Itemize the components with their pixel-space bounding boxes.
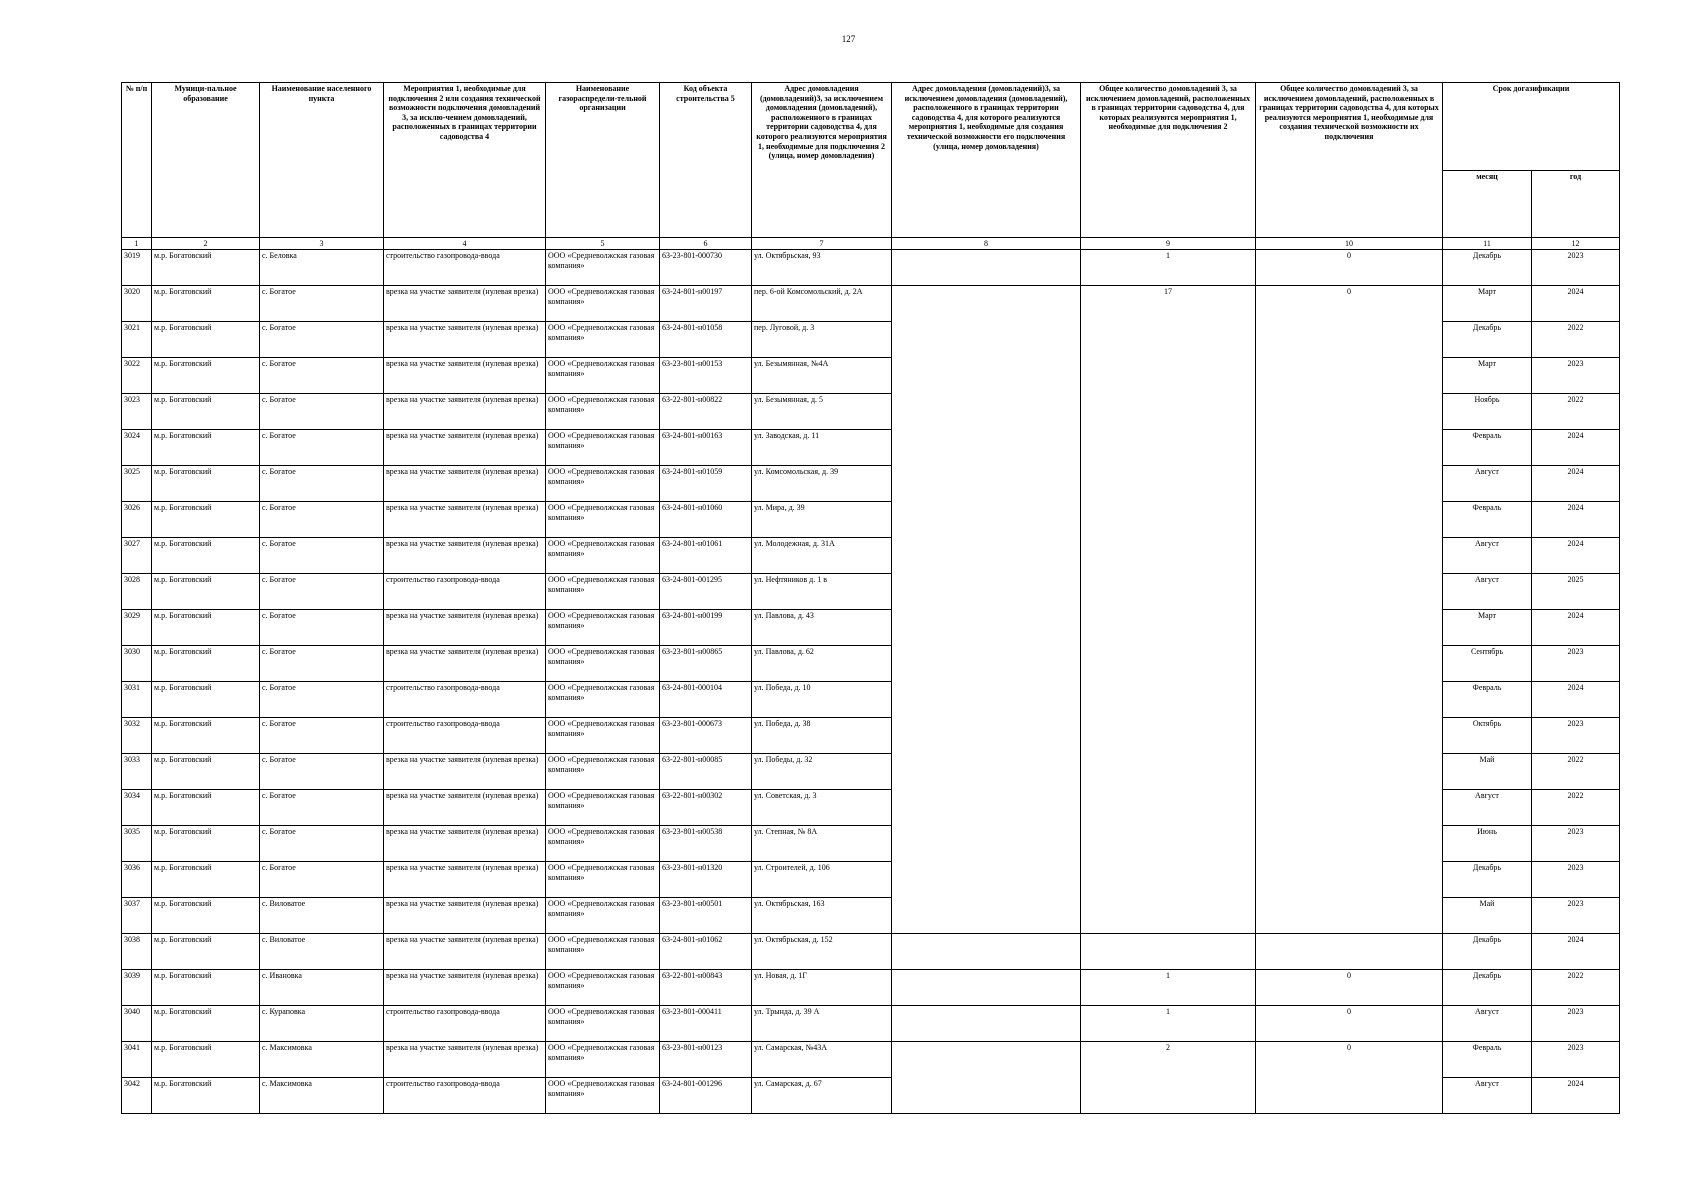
- table-row: [122, 934, 1620, 970]
- row-number-cell: 3031: [122, 682, 152, 718]
- municipality-cell: м.р. Богатовский: [152, 610, 260, 646]
- object-code-cell: 63-22-801-н00085: [660, 754, 752, 790]
- settlement-cell: с. Богатое: [260, 502, 384, 538]
- settlement-cell: с. Ивановка: [260, 970, 384, 1006]
- header-count-technical: Общее количество домовладений 3, за исключением домовладений, расположенных в границах территории садоводства 4, для которых реализуются мероприятия 1, необходимые для создания технической возможности их подключения: [1256, 83, 1443, 238]
- organization-cell: ООО «Средневолжская газовая компания»: [546, 898, 660, 934]
- organization-cell: ООО «Средневолжская газовая компания»: [546, 322, 660, 358]
- column-number: 6: [660, 238, 752, 250]
- settlement-cell: с. Богатое: [260, 682, 384, 718]
- row-number-cell: 3028: [122, 574, 152, 610]
- address-cell: ул. Октябрьская, д. 152: [752, 934, 892, 970]
- month-cell: Август: [1443, 790, 1532, 826]
- table-body: [122, 250, 1620, 1114]
- measure-cell: врезка на участке заявителя (нулевая врезка): [384, 754, 546, 790]
- municipality-cell: м.р. Богатовский: [152, 358, 260, 394]
- month-cell: Декабрь: [1443, 322, 1532, 358]
- header-address-technical: Адрес домовладения (домовладений)3, за исключением домовладения (домовладений), расположенного в границах территории садоводства 4, для которого реализуются мероприятия 1, необходимые для создания технической возможности его подключения (улица, номер домовладения): [892, 83, 1081, 238]
- month-cell: Сентябрь: [1443, 646, 1532, 682]
- column-number: 9: [1081, 238, 1256, 250]
- settlement-cell: с. Максимовка: [260, 1042, 384, 1078]
- settlement-cell: с. Максимовка: [260, 1078, 384, 1114]
- object-code-cell: 63-23-801-000730: [660, 250, 752, 286]
- organization-cell: ООО «Средневолжская газовая компания»: [546, 466, 660, 502]
- row-number-cell: 3029: [122, 610, 152, 646]
- row-number-cell: 3027: [122, 538, 152, 574]
- settlement-cell: с. Богатое: [260, 466, 384, 502]
- object-code-cell: 63-22-801-н00822: [660, 394, 752, 430]
- organization-cell: ООО «Средневолжская газовая компания»: [546, 430, 660, 466]
- month-cell: Декабрь: [1443, 862, 1532, 898]
- object-code-cell: 63-24-801-001295: [660, 574, 752, 610]
- header-address-connection: Адрес домовладения (домовладений)3, за исключением домовладения (домовладений), расположенного в границах территории садоводства 4, для которого реализуются мероприятия 1, необходимые для подключения 2 (улица, номер домовладения): [752, 83, 892, 238]
- address-technical-cell: [892, 934, 1081, 970]
- organization-cell: ООО «Средневолжская газовая компания»: [546, 862, 660, 898]
- header-object-code: Код объекта строительства 5: [660, 83, 752, 238]
- column-number: 11: [1443, 238, 1532, 250]
- month-cell: Август: [1443, 574, 1532, 610]
- settlement-cell: с. Богатое: [260, 610, 384, 646]
- measure-cell: врезка на участке заявителя (нулевая врезка): [384, 358, 546, 394]
- year-cell: 2022: [1532, 754, 1620, 790]
- year-cell: 2022: [1532, 790, 1620, 826]
- measure-cell: врезка на участке заявителя (нулевая врезка): [384, 430, 546, 466]
- organization-cell: ООО «Средневолжская газовая компания»: [546, 1078, 660, 1114]
- year-cell: 2024: [1532, 610, 1620, 646]
- header-count-connection: Общее количество домовладений 3, за исключением домовладений, расположенных в границах территории садоводства 4, для которых реализуются мероприятия 1, необходимые для подключения 2: [1081, 83, 1256, 238]
- count-connection-cell: 17: [1081, 286, 1256, 934]
- address-cell: ул. Самарская, д. 67: [752, 1078, 892, 1114]
- count-connection-cell: 1: [1081, 1006, 1256, 1042]
- row-number-cell: 3024: [122, 430, 152, 466]
- year-cell: 2024: [1532, 934, 1620, 970]
- organization-cell: ООО «Средневолжская газовая компания»: [546, 826, 660, 862]
- month-cell: Февраль: [1443, 430, 1532, 466]
- municipality-cell: м.р. Богатовский: [152, 826, 260, 862]
- address-cell: ул. Строителей, д. 106: [752, 862, 892, 898]
- address-cell: ул. Павлова, д. 62: [752, 646, 892, 682]
- address-technical-cell: [892, 250, 1081, 286]
- municipality-cell: м.р. Богатовский: [152, 250, 260, 286]
- row-number-cell: 3032: [122, 718, 152, 754]
- address-cell: ул. Новая, д. 1Г: [752, 970, 892, 1006]
- measure-cell: врезка на участке заявителя (нулевая врезка): [384, 610, 546, 646]
- measure-cell: врезка на участке заявителя (нулевая врезка): [384, 502, 546, 538]
- table-row: [122, 1042, 1620, 1078]
- object-code-cell: 63-24-801-н00199: [660, 610, 752, 646]
- column-number-row: [122, 238, 1620, 250]
- measure-cell: строительство газопровода-ввода: [384, 250, 546, 286]
- row-number-cell: 3023: [122, 394, 152, 430]
- row-number-cell: 3026: [122, 502, 152, 538]
- address-cell: пер. 6-ой Комсомольский, д. 2А: [752, 286, 892, 322]
- object-code-cell: 63-23-801-н01320: [660, 862, 752, 898]
- month-cell: Март: [1443, 610, 1532, 646]
- measure-cell: строительство газопровода-ввода: [384, 574, 546, 610]
- settlement-cell: с. Богатое: [260, 826, 384, 862]
- table-row: [122, 970, 1620, 1006]
- month-cell: Октябрь: [1443, 718, 1532, 754]
- row-number-cell: 3038: [122, 934, 152, 970]
- measure-cell: врезка на участке заявителя (нулевая врезка): [384, 466, 546, 502]
- month-cell: Май: [1443, 754, 1532, 790]
- municipality-cell: м.р. Богатовский: [152, 502, 260, 538]
- month-cell: Август: [1443, 466, 1532, 502]
- address-cell: ул. Трында, д. 39 А: [752, 1006, 892, 1042]
- settlement-cell: с. Богатое: [260, 754, 384, 790]
- year-cell: 2024: [1532, 502, 1620, 538]
- municipality-cell: м.р. Богатовский: [152, 322, 260, 358]
- settlement-cell: с. Виловатое: [260, 934, 384, 970]
- header-number: № п/п: [122, 83, 152, 238]
- count-technical-cell: [1256, 934, 1443, 970]
- municipality-cell: м.р. Богатовский: [152, 970, 260, 1006]
- month-cell: Декабрь: [1443, 934, 1532, 970]
- year-cell: 2023: [1532, 358, 1620, 394]
- year-cell: 2023: [1532, 898, 1620, 934]
- address-cell: ул. Безымянная, №4А: [752, 358, 892, 394]
- measure-cell: врезка на участке заявителя (нулевая врезка): [384, 394, 546, 430]
- row-number-cell: 3019: [122, 250, 152, 286]
- settlement-cell: с. Богатое: [260, 574, 384, 610]
- address-cell: ул. Степная, № 8А: [752, 826, 892, 862]
- month-cell: Февраль: [1443, 1042, 1532, 1078]
- year-cell: 2024: [1532, 286, 1620, 322]
- year-cell: 2023: [1532, 826, 1620, 862]
- row-number-cell: 3036: [122, 862, 152, 898]
- row-number-cell: 3033: [122, 754, 152, 790]
- year-cell: 2024: [1532, 1078, 1620, 1114]
- measure-cell: врезка на участке заявителя (нулевая врезка): [384, 898, 546, 934]
- measure-cell: врезка на участке заявителя (нулевая врезка): [384, 538, 546, 574]
- settlement-cell: с. Богатое: [260, 430, 384, 466]
- month-cell: Август: [1443, 538, 1532, 574]
- year-cell: 2023: [1532, 250, 1620, 286]
- organization-cell: ООО «Средневолжская газовая компания»: [546, 358, 660, 394]
- object-code-cell: 63-23-801-н00501: [660, 898, 752, 934]
- year-cell: 2022: [1532, 970, 1620, 1006]
- column-number: 3: [260, 238, 384, 250]
- object-code-cell: 63-24-801-н01061: [660, 538, 752, 574]
- object-code-cell: 63-23-801-н00538: [660, 826, 752, 862]
- month-cell: Май: [1443, 898, 1532, 934]
- measure-cell: врезка на участке заявителя (нулевая врезка): [384, 646, 546, 682]
- column-number: 8: [892, 238, 1081, 250]
- municipality-cell: м.р. Богатовский: [152, 898, 260, 934]
- measure-cell: врезка на участке заявителя (нулевая врезка): [384, 322, 546, 358]
- year-cell: 2023: [1532, 646, 1620, 682]
- municipality-cell: м.р. Богатовский: [152, 862, 260, 898]
- year-cell: 2022: [1532, 322, 1620, 358]
- count-connection-cell: 2: [1081, 1042, 1256, 1114]
- month-cell: Июнь: [1443, 826, 1532, 862]
- organization-cell: ООО «Средневолжская газовая компания»: [546, 934, 660, 970]
- header-settlement: Наименование населенного пункта: [260, 83, 384, 238]
- month-cell: Март: [1443, 286, 1532, 322]
- address-cell: ул. Октябрьская, 163: [752, 898, 892, 934]
- count-technical-cell: 0: [1256, 970, 1443, 1006]
- row-number-cell: 3034: [122, 790, 152, 826]
- count-connection-cell: [1081, 934, 1256, 970]
- measure-cell: строительство газопровода-ввода: [384, 718, 546, 754]
- address-technical-cell: [892, 286, 1081, 934]
- row-number-cell: 3025: [122, 466, 152, 502]
- municipality-cell: м.р. Богатовский: [152, 790, 260, 826]
- column-number: 5: [546, 238, 660, 250]
- column-number: 4: [384, 238, 546, 250]
- column-number: 2: [152, 238, 260, 250]
- measure-cell: строительство газопровода-ввода: [384, 1006, 546, 1042]
- organization-cell: ООО «Средневолжская газовая компания»: [546, 682, 660, 718]
- year-cell: 2022: [1532, 394, 1620, 430]
- month-cell: Февраль: [1443, 502, 1532, 538]
- address-technical-cell: [892, 1006, 1081, 1042]
- address-cell: ул. Молодежная, д. 31А: [752, 538, 892, 574]
- year-cell: 2023: [1532, 862, 1620, 898]
- measure-cell: врезка на участке заявителя (нулевая врезка): [384, 826, 546, 862]
- month-cell: Март: [1443, 358, 1532, 394]
- settlement-cell: с. Богатое: [260, 358, 384, 394]
- address-cell: пер. Луговой, д. 3: [752, 322, 892, 358]
- address-technical-cell: [892, 1042, 1081, 1114]
- month-cell: Февраль: [1443, 682, 1532, 718]
- object-code-cell: 63-22-801-н00843: [660, 970, 752, 1006]
- measure-cell: врезка на участке заявителя (нулевая врезка): [384, 970, 546, 1006]
- address-cell: ул. Победы, д. 32: [752, 754, 892, 790]
- municipality-cell: м.р. Богатовский: [152, 286, 260, 322]
- object-code-cell: 63-24-801-001296: [660, 1078, 752, 1114]
- year-cell: 2024: [1532, 682, 1620, 718]
- settlement-cell: с. Богатое: [260, 538, 384, 574]
- measure-cell: врезка на участке заявителя (нулевая врезка): [384, 790, 546, 826]
- organization-cell: ООО «Средневолжская газовая компания»: [546, 610, 660, 646]
- address-cell: ул. Октябрьская, 93: [752, 250, 892, 286]
- municipality-cell: м.р. Богатовский: [152, 538, 260, 574]
- year-cell: 2024: [1532, 466, 1620, 502]
- settlement-cell: с. Богатое: [260, 322, 384, 358]
- object-code-cell: 63-24-801-н01059: [660, 466, 752, 502]
- organization-cell: ООО «Средневолжская газовая компания»: [546, 250, 660, 286]
- municipality-cell: м.р. Богатовский: [152, 718, 260, 754]
- settlement-cell: с. Богатое: [260, 394, 384, 430]
- address-cell: ул. Победа, д. 10: [752, 682, 892, 718]
- municipality-cell: м.р. Богатовский: [152, 1006, 260, 1042]
- municipality-cell: м.р. Богатовский: [152, 394, 260, 430]
- settlement-cell: с. Беловка: [260, 250, 384, 286]
- municipality-cell: м.р. Богатовский: [152, 430, 260, 466]
- measure-cell: строительство газопровода-ввода: [384, 1078, 546, 1114]
- object-code-cell: 63-24-801-000104: [660, 682, 752, 718]
- measure-cell: врезка на участке заявителя (нулевая врезка): [384, 862, 546, 898]
- gasification-table: [121, 82, 1620, 1114]
- address-cell: ул. Заводская, д. 11: [752, 430, 892, 466]
- address-cell: ул. Комсомольская, д. 39: [752, 466, 892, 502]
- column-number: 10: [1256, 238, 1443, 250]
- object-code-cell: 63-24-801-н00163: [660, 430, 752, 466]
- month-cell: Декабрь: [1443, 970, 1532, 1006]
- address-cell: ул. Мира, д. 39: [752, 502, 892, 538]
- organization-cell: ООО «Средневолжская газовая компания»: [546, 718, 660, 754]
- count-technical-cell: 0: [1256, 1042, 1443, 1114]
- column-number: 12: [1532, 238, 1620, 250]
- address-cell: ул. Советская, д. 3: [752, 790, 892, 826]
- header-gasification-term: Срок догазификации: [1443, 83, 1620, 171]
- object-code-cell: 63-23-801-н00865: [660, 646, 752, 682]
- year-cell: 2023: [1532, 718, 1620, 754]
- page-number: 127: [841, 34, 856, 44]
- header-measures: Мероприятия 1, необходимые для подключения 2 или создания технической возможности подключения домовладений 3, за исклю-чением домовладений, расположенных в границах территории садоводства 4: [384, 83, 546, 238]
- object-code-cell: 63-22-801-н00302: [660, 790, 752, 826]
- settlement-cell: с. Кураповка: [260, 1006, 384, 1042]
- municipality-cell: м.р. Богатовский: [152, 646, 260, 682]
- object-code-cell: 63-23-801-н00153: [660, 358, 752, 394]
- municipality-cell: м.р. Богатовский: [152, 754, 260, 790]
- column-number: 1: [122, 238, 152, 250]
- row-number-cell: 3035: [122, 826, 152, 862]
- address-cell: ул. Самарская, №43А: [752, 1042, 892, 1078]
- count-technical-cell: 0: [1256, 250, 1443, 286]
- organization-cell: ООО «Средневолжская газовая компания»: [546, 286, 660, 322]
- organization-cell: ООО «Средневолжская газовая компания»: [546, 394, 660, 430]
- measure-cell: строительство газопровода-ввода: [384, 682, 546, 718]
- organization-cell: ООО «Средневолжская газовая компания»: [546, 538, 660, 574]
- month-cell: Декабрь: [1443, 250, 1532, 286]
- settlement-cell: с. Богатое: [260, 790, 384, 826]
- table-row: [122, 286, 1620, 322]
- municipality-cell: м.р. Богатовский: [152, 1078, 260, 1114]
- header-organization: Наименование газораспредели-тельной организации: [546, 83, 660, 238]
- count-connection-cell: 1: [1081, 970, 1256, 1006]
- count-connection-cell: 1: [1081, 250, 1256, 286]
- object-code-cell: 63-23-801-000411: [660, 1006, 752, 1042]
- row-number-cell: 3020: [122, 286, 152, 322]
- object-code-cell: 63-24-801-н01060: [660, 502, 752, 538]
- table-row: [122, 250, 1620, 286]
- organization-cell: ООО «Средневолжская газовая компания»: [546, 754, 660, 790]
- measure-cell: врезка на участке заявителя (нулевая врезка): [384, 1042, 546, 1078]
- header-month: месяц: [1443, 171, 1532, 238]
- row-number-cell: 3037: [122, 898, 152, 934]
- municipality-cell: м.р. Богатовский: [152, 574, 260, 610]
- settlement-cell: с. Богатое: [260, 718, 384, 754]
- year-cell: 2024: [1532, 430, 1620, 466]
- year-cell: 2023: [1532, 1042, 1620, 1078]
- header-year: год: [1532, 171, 1620, 238]
- object-code-cell: 63-24-801-н00197: [660, 286, 752, 322]
- address-cell: ул. Павлова, д. 43: [752, 610, 892, 646]
- address-technical-cell: [892, 970, 1081, 1006]
- organization-cell: ООО «Средневолжская газовая компания»: [546, 646, 660, 682]
- row-number-cell: 3041: [122, 1042, 152, 1078]
- organization-cell: ООО «Средневолжская газовая компания»: [546, 1042, 660, 1078]
- object-code-cell: 63-24-801-н01062: [660, 934, 752, 970]
- row-number-cell: 3039: [122, 970, 152, 1006]
- settlement-cell: с. Виловатое: [260, 898, 384, 934]
- year-cell: 2024: [1532, 538, 1620, 574]
- organization-cell: ООО «Средневолжская газовая компания»: [546, 1006, 660, 1042]
- header-municipality: Муници-пальное образование: [152, 83, 260, 238]
- municipality-cell: м.р. Богатовский: [152, 934, 260, 970]
- month-cell: Август: [1443, 1078, 1532, 1114]
- organization-cell: ООО «Средневолжская газовая компания»: [546, 970, 660, 1006]
- table-row: [122, 1006, 1620, 1042]
- municipality-cell: м.р. Богатовский: [152, 1042, 260, 1078]
- settlement-cell: с. Богатое: [260, 862, 384, 898]
- municipality-cell: м.р. Богатовский: [152, 466, 260, 502]
- settlement-cell: с. Богатое: [260, 286, 384, 322]
- measure-cell: врезка на участке заявителя (нулевая врезка): [384, 286, 546, 322]
- row-number-cell: 3030: [122, 646, 152, 682]
- row-number-cell: 3040: [122, 1006, 152, 1042]
- organization-cell: ООО «Средневолжская газовая компания»: [546, 574, 660, 610]
- organization-cell: ООО «Средневолжская газовая компания»: [546, 790, 660, 826]
- column-number: 7: [752, 238, 892, 250]
- year-cell: 2023: [1532, 1006, 1620, 1042]
- row-number-cell: 3042: [122, 1078, 152, 1114]
- address-cell: ул. Нефтяников д. 1 в: [752, 574, 892, 610]
- object-code-cell: 63-23-801-н00123: [660, 1042, 752, 1078]
- object-code-cell: 63-23-801-000673: [660, 718, 752, 754]
- organization-cell: ООО «Средневолжская газовая компания»: [546, 502, 660, 538]
- address-cell: ул. Безымянная, д. 5: [752, 394, 892, 430]
- count-technical-cell: 0: [1256, 1006, 1443, 1042]
- row-number-cell: 3022: [122, 358, 152, 394]
- month-cell: Ноябрь: [1443, 394, 1532, 430]
- object-code-cell: 63-24-801-н01058: [660, 322, 752, 358]
- settlement-cell: с. Богатое: [260, 646, 384, 682]
- row-number-cell: 3021: [122, 322, 152, 358]
- municipality-cell: м.р. Богатовский: [152, 682, 260, 718]
- measure-cell: врезка на участке заявителя (нулевая врезка): [384, 934, 546, 970]
- year-cell: 2025: [1532, 574, 1620, 610]
- address-cell: ул. Победа, д. 38: [752, 718, 892, 754]
- month-cell: Август: [1443, 1006, 1532, 1042]
- count-technical-cell: 0: [1256, 286, 1443, 934]
